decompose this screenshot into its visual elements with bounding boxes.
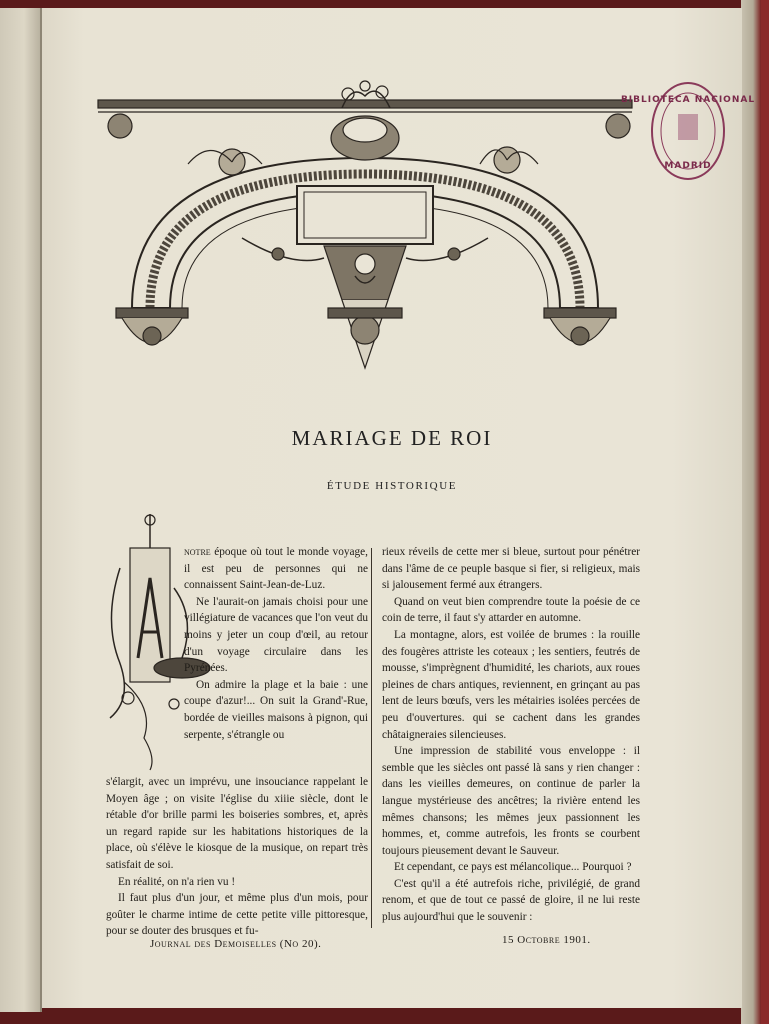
paragraph: Une impression de stabilité vous enveloppe : il semble que les siècles ont passé là sans y rien changer : dans les vieilles demeures, on continue de parler la langue mystérieuse des ancêtres; la rivière entend les mêmes chansons; les mêmes jeux passionnent les hommes, et, comme autrefois, les fronts se courbent toujours pieusement devant le Sauveur.: [382, 745, 640, 857]
left-column-top: [184, 544, 368, 743]
paragraph: La montagne, alors, est voilée de brumes : la rouille des fougères attriste les coteaux ; les sentiers, feutrés de mousse, s'imprègnent d'humidité, les chariots, aux roues pleines de chars antiques, reviennent, en grinçant au pas lent de leurs bœufs, vers les métairies isolées percées de peu d'ouvertures. qui se cachent dans les grandes châtaigneraies silencieuses.: [382, 628, 640, 741]
paragraph: Quand on veut bien comprendre toute la poésie de ce coin de terre, il faut s'y attarder en automne.: [382, 595, 640, 625]
paragraph: Ne l'aurait-on jamais choisi pour une villégiature de vacances que l'on veut du moins y jeter un coup d'œil, au retour d'un voyage circulaire dans les Pyrénées.: [184, 595, 368, 675]
facing-page-edge: [0, 8, 42, 1012]
library-stamp: [620, 76, 756, 186]
right-column: [382, 544, 640, 926]
ornamental-arch-illustration: [92, 68, 652, 388]
date-footer: 15 Octobre 1901.: [502, 934, 591, 946]
left-column-bottom: [106, 774, 368, 940]
page-stack-edge: [741, 0, 761, 1024]
stamp-top-text: BIBLIOTECA NACIONAL: [620, 95, 756, 105]
paragraph: On admire la plage et la baie : une coupe d'azur!... On suit la Grand'-Rue, bordée de vieilles maisons à pignon, qui serpente, s'étrangle ou: [184, 678, 368, 741]
paragraph: Il faut plus d'un jour, et même plus d'un mois, pour goûter le charme intime de cette petite ville pittoresque, pour se douter des brusques et fu-: [106, 892, 368, 938]
paragraph: rieux réveils de cette mer si bleue, surtout pour pénétrer dans l'âme de ce peuple basque si fier, si religieux, mais si jalousement fermé aux étrangers.: [382, 546, 640, 592]
paragraph: s'élargit, avec un imprévu, une insouciance rappelant le Moyen âge ; on visite l'église du xiiie siècle, dont le rétable d'or brille parmi les boiseries sombres, et, après un regard rapide sur les habitations historiques de la place, où s'élève le kiosque de la musique, on repart très satisfait de soi.: [106, 776, 368, 871]
paragraph: [184, 544, 368, 594]
paragraph: Et cependant, ce pays est mélancolique... Pourquoi ?: [394, 861, 632, 874]
journal-footer: Journal des Demoiselles (No 20).: [150, 938, 322, 950]
paragraph-text: époque où tout le monde voyage, il est peu de personnes qui ne connaissent Saint-Jean-de-Luz.: [184, 546, 368, 592]
article-subtitle: ÉTUDE HISTORIQUE: [326, 480, 458, 492]
paragraph: C'est qu'il a été autrefois riche, privilégié, de grand renom, et que de tout ce passé de gloire, il ne lui reste plus aujourd'hui que le souvenir :: [382, 877, 640, 924]
paragraph: En réalité, on n'a rien vu !: [118, 875, 236, 888]
article-title: MARIAGE DE ROI: [291, 426, 493, 450]
document-page: [42, 8, 756, 1008]
paragraph-lead: notre: [184, 546, 211, 558]
stamp-bottom-text: MADRID: [664, 161, 712, 171]
column-divider: [371, 548, 372, 928]
